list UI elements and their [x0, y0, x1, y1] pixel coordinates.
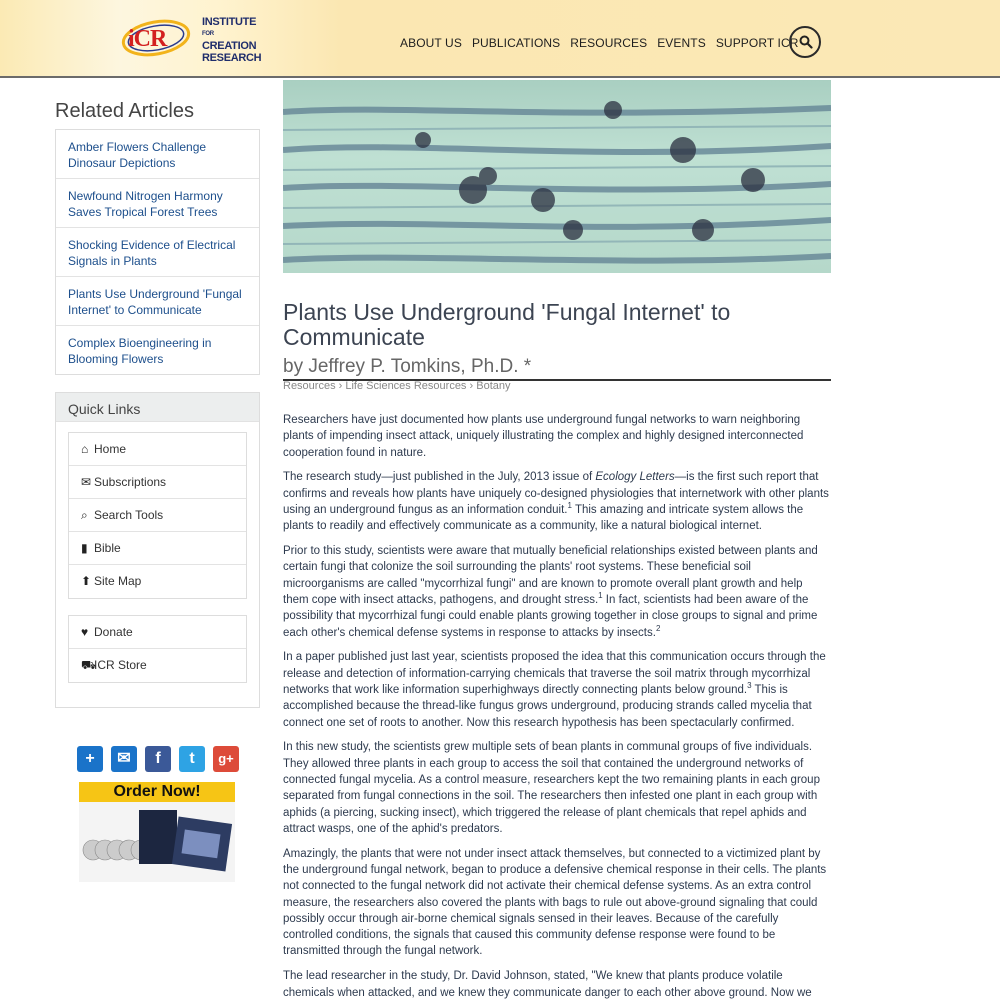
- article-paragraph: [283, 543, 831, 641]
- article-paragraph: [283, 469, 831, 534]
- related-articles-title: Related Articles: [55, 100, 194, 122]
- quick-links-title: Quick Links: [56, 393, 259, 422]
- text-span: —is the first such report that confirms and reveals how plants have uniquely co-designed physiologies that internetwork with other plants using an underground fungus as an information conduit.: [283, 471, 829, 516]
- home-icon: ⌂: [81, 442, 89, 456]
- logo-line1: INSTITUTE: [202, 16, 257, 28]
- quick-link-label: Home: [94, 442, 127, 456]
- article-paragraph: Researchers have just documented how plants use underground fungal networks to warn neighboring plants of impending insect attack, uniquely illustrating the complex and highly designed interconnected cooperation found in nature.: [283, 414, 804, 459]
- quick-link-home[interactable]: [69, 433, 246, 466]
- related-article-link[interactable]: Shocking Evidence of Electrical Signals in Plants: [56, 228, 259, 277]
- book-icon: ▮: [81, 541, 88, 555]
- text-span: The research study—just published in the July, 2013 issue of: [283, 471, 596, 484]
- twitter-icon[interactable]: t: [179, 746, 205, 772]
- fungal-network-image: [283, 80, 831, 273]
- quick-links-group: [68, 432, 247, 599]
- footnote-ref[interactable]: 1: [598, 591, 603, 601]
- quick-link-icr-store[interactable]: [69, 649, 246, 682]
- quick-link-search-tools[interactable]: [69, 499, 246, 532]
- email-icon[interactable]: ✉: [111, 746, 137, 772]
- text-span: This amazing and intricate system allows the plants to readily and effectively communicate as a community, like a natural biological internet.: [283, 503, 804, 533]
- order-now-label: Order Now!: [79, 782, 235, 802]
- related-article-link[interactable]: Complex Bioengineering in Blooming Flowers: [68, 336, 212, 366]
- quick-links-group-support: [68, 615, 247, 683]
- site-header: [0, 0, 1000, 78]
- article-title: Plants Use Underground 'Fungal Internet' to Communicate: [283, 299, 731, 350]
- sidebar: [55, 100, 260, 708]
- facebook-icon[interactable]: f: [145, 746, 171, 772]
- nav-events[interactable]: EVENTS: [657, 36, 706, 50]
- breadcrumb-resources[interactable]: Resources: [283, 380, 336, 392]
- quick-link-label: Subscriptions: [94, 475, 167, 489]
- related-article-link[interactable]: Plants Use Underground 'Fungal Internet' to Communicate: [56, 277, 259, 326]
- article-paragraph: The lead researcher in the study, Dr. David Johnson, stated, "We knew that plants produce volatile chemicals when attacked, and we knew they communicate danger to each other above ground. Now we: [283, 970, 812, 999]
- related-articles-list: [55, 129, 260, 375]
- article-paragraph: Amazingly, the plants that were not under insect attack themselves, but connected to a victimized plant by the underground fungal network, began to produce a defensive chemical response in their cells. The plants not connected to the fungal network did not activate their chemical defense systems. As an extra control measure, the researchers also covered the plants with bags to rule out above-ground signaling that could possibly occur through air-borne chemical signals sensed in their leaves. Because of the carefully controlled conditions, the signals that caused this community defense response were found to be transmitted through the fungal network.: [283, 847, 827, 958]
- breadcrumb-separator: ›: [469, 380, 474, 392]
- quick-link-subscriptions[interactable]: [69, 466, 246, 499]
- nav-about-us[interactable]: ABOUT US: [400, 36, 462, 50]
- order-now-banner[interactable]: [79, 782, 235, 882]
- search-button[interactable]: [789, 26, 821, 58]
- social-share-bar: [77, 746, 239, 772]
- text-span: This is accomplished because the thread-like fungus grows underground, producing strands called mycelia that connect one set of roots to another. Now this research hypothesis has been spectacularly confirmed.: [283, 683, 812, 729]
- quick-link-label: ICR Store: [94, 658, 147, 672]
- quick-link-label: Site Map: [94, 574, 142, 588]
- quick-link-bible[interactable]: [69, 532, 246, 565]
- heart-icon: ♥: [81, 625, 89, 639]
- article-paragraph: In this new study, the scientists grew multiple sets of bean plants in communal groups of five individuals. They allowed three plants in each group to access the soil that contained the underground networks of connected fungal mycelia. As a control measure, researchers kept the two remaining plants in each group separated from fungal connections in the soil. The researchers then infested one plant in each group with aphids (a piercing, sucking insect), which triggered the release of plant chemicals that repel aphids and attract wasps, one of the aphid's predators.: [283, 741, 820, 835]
- quick-link-label: Search Tools: [94, 508, 164, 522]
- search-icon: ⌕: [81, 508, 88, 522]
- breadcrumb-botany[interactable]: Botany: [476, 380, 511, 392]
- logo-mark-text: iCR: [128, 26, 167, 52]
- footnote-ref[interactable]: 2: [655, 623, 661, 633]
- footnote-ref[interactable]: 1: [567, 501, 572, 511]
- breadcrumb: [283, 380, 510, 392]
- nav-resources[interactable]: RESOURCES: [570, 36, 648, 50]
- related-article-link[interactable]: Amber Flowers Challenge Dinosaur Depictions: [56, 130, 259, 179]
- article-hero-image: [283, 80, 831, 273]
- quick-link-label: Donate: [94, 625, 133, 639]
- logo-line1-small: FOR: [202, 31, 214, 37]
- dvd-set-image: [79, 802, 235, 882]
- logo-wordmark: [202, 16, 270, 64]
- search-icon: [799, 35, 813, 49]
- quick-links-panel: [55, 392, 260, 708]
- nav-publications[interactable]: PUBLICATIONS: [471, 36, 561, 50]
- envelope-icon: ✉: [81, 475, 92, 489]
- quick-link-donate[interactable]: [69, 616, 246, 649]
- arrow-circle-icon: ⬆: [81, 574, 92, 588]
- logo-line2: CREATION: [202, 40, 257, 52]
- article-body: [283, 412, 831, 1000]
- text-span: Prior to this study, scientists were aware that mutually beneficial relationships existed between plants and certain fungi that colonize the soil surrounding the plants' root systems. These beneficial soil microorganisms are called "mycorrhizal fungi" and are known to promote overall plant growth and help them cope with insect attacks, pathogens, and drought stress.: [283, 545, 818, 606]
- related-article-link[interactable]: Newfound Nitrogen Harmony Saves Tropical Forest Trees: [56, 179, 259, 228]
- quick-link-label: Bible: [94, 541, 121, 555]
- main-nav: [400, 36, 799, 50]
- journal-name: Ecology Letters: [595, 471, 675, 484]
- breadcrumb-life-sciences[interactable]: Life Sciences Resources: [345, 380, 467, 392]
- article-paragraph: [283, 649, 831, 730]
- text-span: In fact, scientists had been aware of the possibility that mycorrhizal fungi could enable plants growing together in close groups to signal and prime each other's chemical defense systems in response to attacks by insects.: [283, 593, 818, 639]
- cart-icon: ⛟: [81, 658, 97, 672]
- footnote-ref[interactable]: 3: [747, 681, 752, 691]
- text-span: In a paper published just last year, scientists proposed the idea that this communication occurs through the release and detection of information-carrying chemicals that traverse the soil matrix through mycorrhizal networks that work like information superhighways directly connecting plants below ground.: [283, 651, 826, 696]
- google-plus-icon[interactable]: g+: [213, 746, 239, 772]
- share-plus-icon[interactable]: +: [77, 746, 103, 772]
- logo-line3: RESEARCH: [202, 52, 262, 64]
- icr-logo[interactable]: [120, 12, 270, 64]
- article-byline: by Jeffrey P. Tomkins, Ph.D. *: [283, 356, 831, 381]
- quick-link-site-map[interactable]: [69, 565, 246, 598]
- nav-support-icr[interactable]: SUPPORT ICR: [715, 36, 799, 50]
- breadcrumb-separator: ›: [338, 380, 343, 392]
